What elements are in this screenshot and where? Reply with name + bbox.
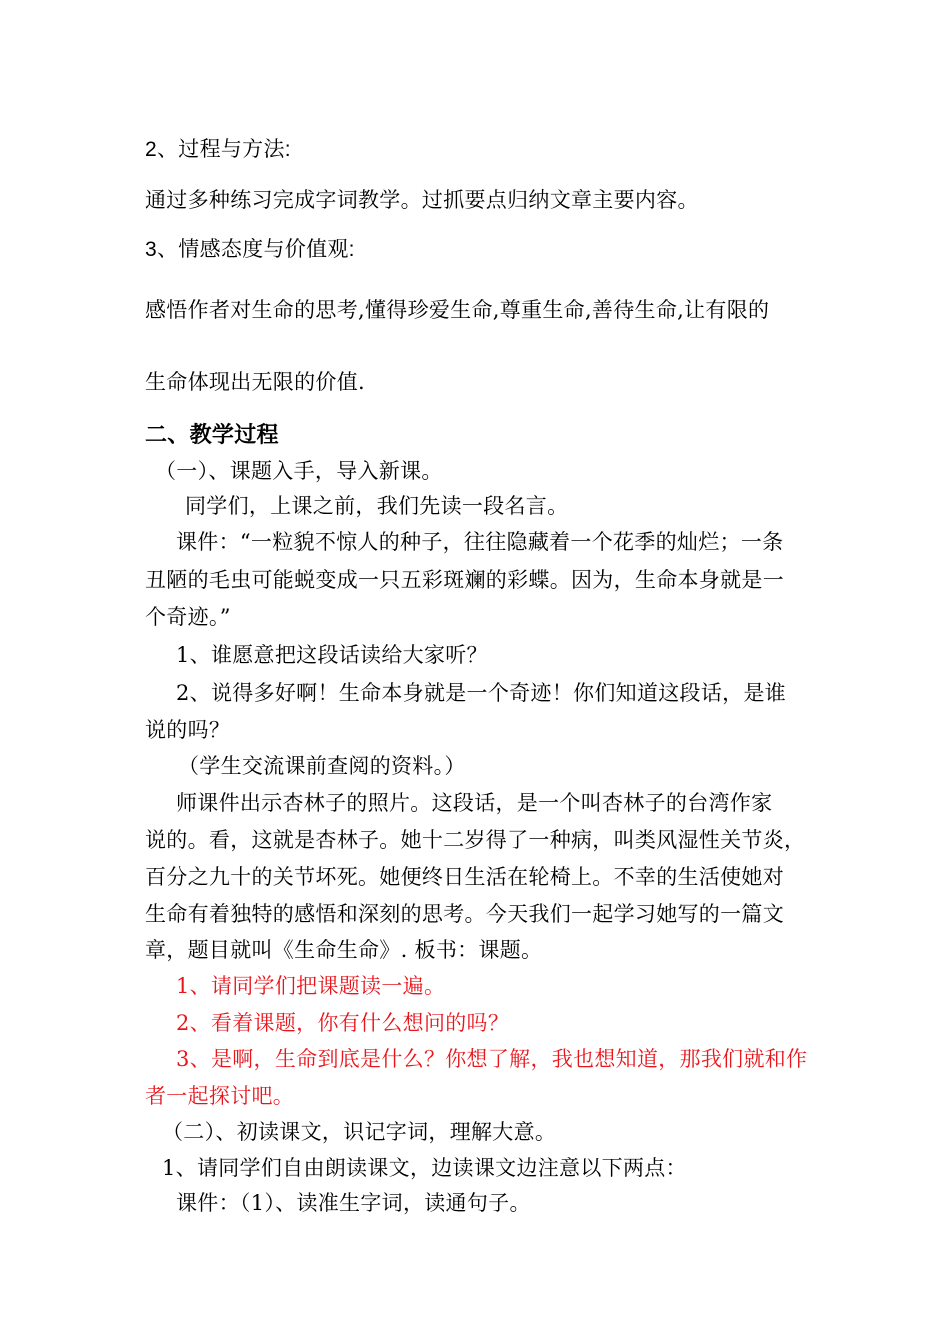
question-1: 1、谁愿意把这段话读给大家听？	[176, 643, 488, 667]
part1-title: （一）、课题入手，导入新课。	[155, 459, 443, 483]
item3-text-line2: 生命体现出无限的价值.	[145, 370, 365, 394]
item2-text: 通过多种练习完成字词教学。过抓要点归纳文章主要内容。	[145, 188, 699, 212]
red-question-3-line2: 者一起探讨吧。	[145, 1084, 295, 1108]
item3-title: 3、情感态度与价值观:	[145, 238, 355, 261]
red-question-2: 2、看着课题，你有什么想问的吗？	[176, 1011, 510, 1035]
red-question-1: 1、请同学们把课题读一遍。	[176, 974, 446, 998]
teacher-line2: 说的。看，这就是杏林子。她十二岁得了一种病，叫类风湿性关节炎，	[145, 828, 806, 852]
part2-question-1: 1、请同学们自由朗读课文，边读课文边注意以下两点：	[162, 1156, 687, 1180]
quote-line1: 课件：“一粒貌不惊人的种子，往往隐藏着一个花季的灿烂；一条	[176, 530, 784, 554]
teacher-line3: 百分之九十的关节坏死。她便终日生活在轮椅上。不幸的生活使她对	[145, 865, 784, 889]
part2-title: （二）、初读课文，识记字词，理解大意。	[162, 1120, 557, 1144]
student-note: （学生交流课前查阅的资料。）	[178, 754, 466, 778]
question-2-line1: 2、说得多好啊！生命本身就是一个奇迹！你们知道这段话，是谁	[176, 681, 787, 705]
item2-title: 2、过程与方法:	[145, 138, 291, 161]
quote-line2: 丑陋的毛虫可能蜕变成一只五彩斑斓的彩蝶。因为，生命本身就是一	[145, 568, 784, 592]
teacher-line1: 师课件出示杏林子的照片。这段话，是一个叫杏林子的台湾作家	[176, 791, 773, 815]
question-2-line2: 说的吗？	[145, 718, 231, 742]
para-intro: 同学们，上课之前，我们先读一段名言。	[185, 494, 569, 518]
item3-text-line1: 感悟作者对生命的思考,懂得珍爱生命,尊重生命,善待生命,让有限的	[145, 298, 770, 322]
section-heading: 二、教学过程	[145, 422, 279, 448]
red-question-3-line1: 3、是啊，生命到底是什么？你想了解，我也想知道，那我们就和作	[176, 1047, 808, 1071]
teacher-line5: 章，题目就叫《生命生命》. 板书：课题。	[145, 938, 543, 962]
part2-courseware: 课件：（1）、读准生字词，读通句子。	[176, 1191, 531, 1215]
teacher-line4: 生命有着独特的感悟和深刻的思考。今天我们一起学习她写的一篇文	[145, 902, 784, 926]
quote-line3: 个奇迹。”	[145, 605, 231, 629]
